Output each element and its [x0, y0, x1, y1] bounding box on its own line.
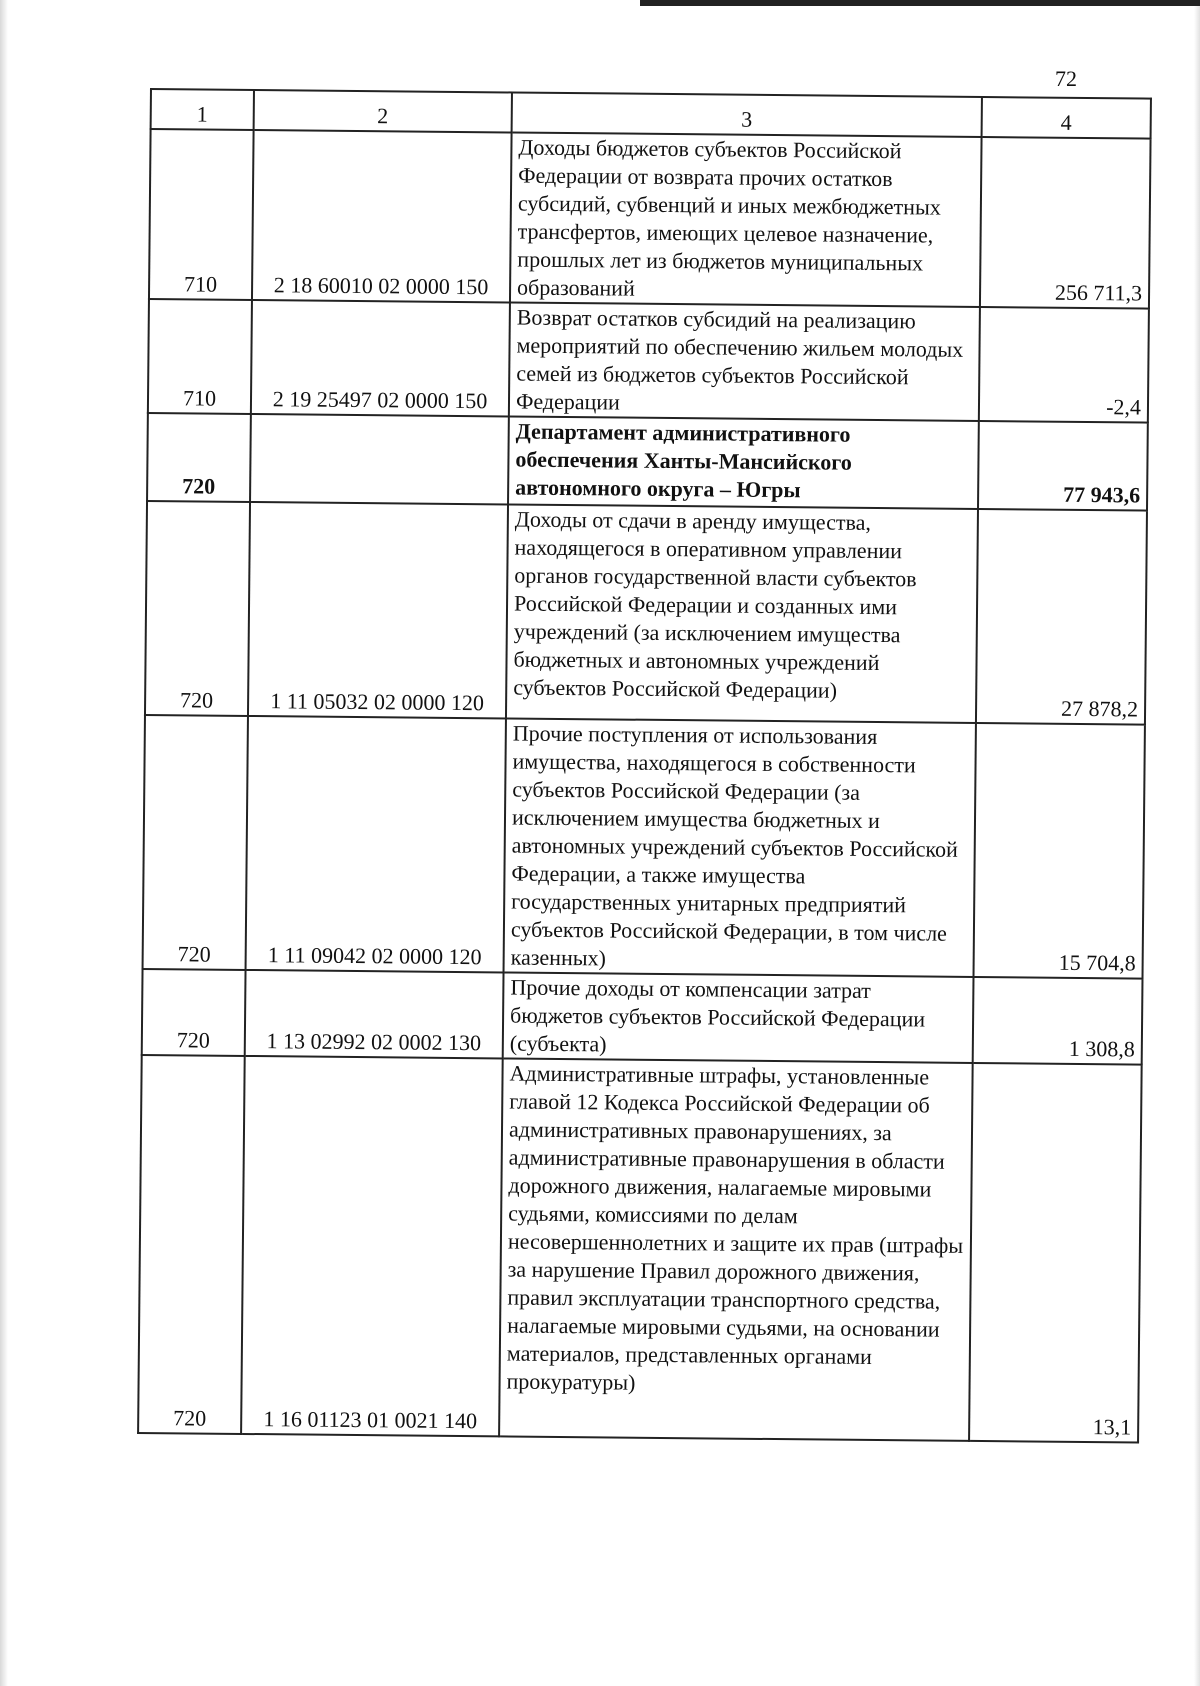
amount: 256 711,3 [980, 137, 1151, 309]
scan-right-edge [1194, 0, 1200, 1686]
amount: 13,1 [969, 1063, 1142, 1443]
department-total: 77 943,6 [978, 421, 1148, 511]
admin-code: 720 [142, 969, 246, 1056]
table-row [138, 1055, 1142, 1443]
table-row [145, 501, 1147, 725]
budget-classification-code: 1 16 01123 01 0021 140 [241, 1056, 503, 1436]
page-number: 72 [1055, 66, 1077, 91]
budget-table [137, 88, 1152, 1444]
budget-classification-code: 1 11 09042 02 0000 120 [246, 716, 506, 972]
budget-classification-code: 1 13 02992 02 0002 130 [245, 970, 504, 1058]
table-row [143, 715, 1145, 979]
header-col-3: 3 [512, 92, 982, 137]
amount: -2,4 [979, 307, 1149, 423]
admin-code: 720 [145, 501, 250, 716]
scan-top-bar [640, 0, 1200, 6]
revenue-name: Административные штрафы, установленные главой 12 Кодекса Российской Федерации об административных правонарушениях, за административные правонарушения в области дорожного движения, налагаемые мировыми судьями, комиссиями по делам несовершеннолетних и защите их прав (штрафы за нарушение Правил дорожного движения, правил эксплуатации транспортного средства, налагаемые мировыми судьями, на основании материалов, представленных органами прокуратуры) [499, 1058, 973, 1440]
table-row [148, 299, 1149, 423]
revenue-name: Доходы от сдачи в аренду имущества, находящегося в оперативном управлении органов государственной власти субъектов Российской Федерации и созданных ими учреждений (за исключением имущества бюджетных и автономных учреждений субъектов Российской Федерации) [506, 504, 978, 723]
admin-code: 710 [148, 299, 252, 414]
budget-classification-code: 2 18 60010 02 0000 150 [252, 130, 512, 302]
admin-code: 720 [147, 413, 251, 502]
revenue-name: Прочие доходы от компенсации затрат бюджетов субъектов Российской Федерации (субъекта) [503, 972, 974, 1063]
scan-left-edge [0, 0, 8, 1686]
table-row [149, 129, 1151, 309]
revenue-name: Возврат остатков субсидий на реализацию мероприятий по обеспечению жильем молодых семей из бюджетов субъектов Российской Федерации [509, 302, 980, 421]
amount: 1 308,8 [973, 977, 1143, 1065]
header-col-4: 4 [982, 97, 1151, 139]
header-col-2: 2 [254, 90, 512, 132]
budget-classification-code: 2 19 25497 02 0000 150 [251, 300, 510, 416]
admin-code: 710 [149, 129, 254, 300]
amount: 15 704,8 [974, 723, 1145, 979]
admin-code: 720 [138, 1055, 245, 1434]
budget-classification-code [250, 414, 509, 504]
department-name: Департамент административного обеспечения Ханты-Мансийского автономного округа – Югры [508, 416, 979, 509]
table-row [142, 969, 1143, 1065]
revenue-name: Прочие поступления от использования имущества, находящегося в собственности субъектов Российской Федерации (за исключением имущества бюджетных и автономных учреждений субъектов Российской Федерации, а также имущества государственных унитарных предприятий субъектов Российской Федерации, в том числе казенных) [504, 718, 976, 976]
amount: 27 878,2 [976, 509, 1147, 725]
table-row-department [147, 413, 1148, 511]
admin-code: 720 [143, 715, 248, 970]
header-col-1: 1 [151, 89, 254, 130]
revenue-name: Доходы бюджетов субъектов Российской Федерации от возврата прочих остатков субсидий, субвенций и иных межбюджетных трансфертов, имеющих целевое назначение, прошлых лет из бюджетов муниципальных образований [510, 132, 982, 307]
budget-classification-code: 1 11 05032 02 0000 120 [248, 502, 508, 718]
